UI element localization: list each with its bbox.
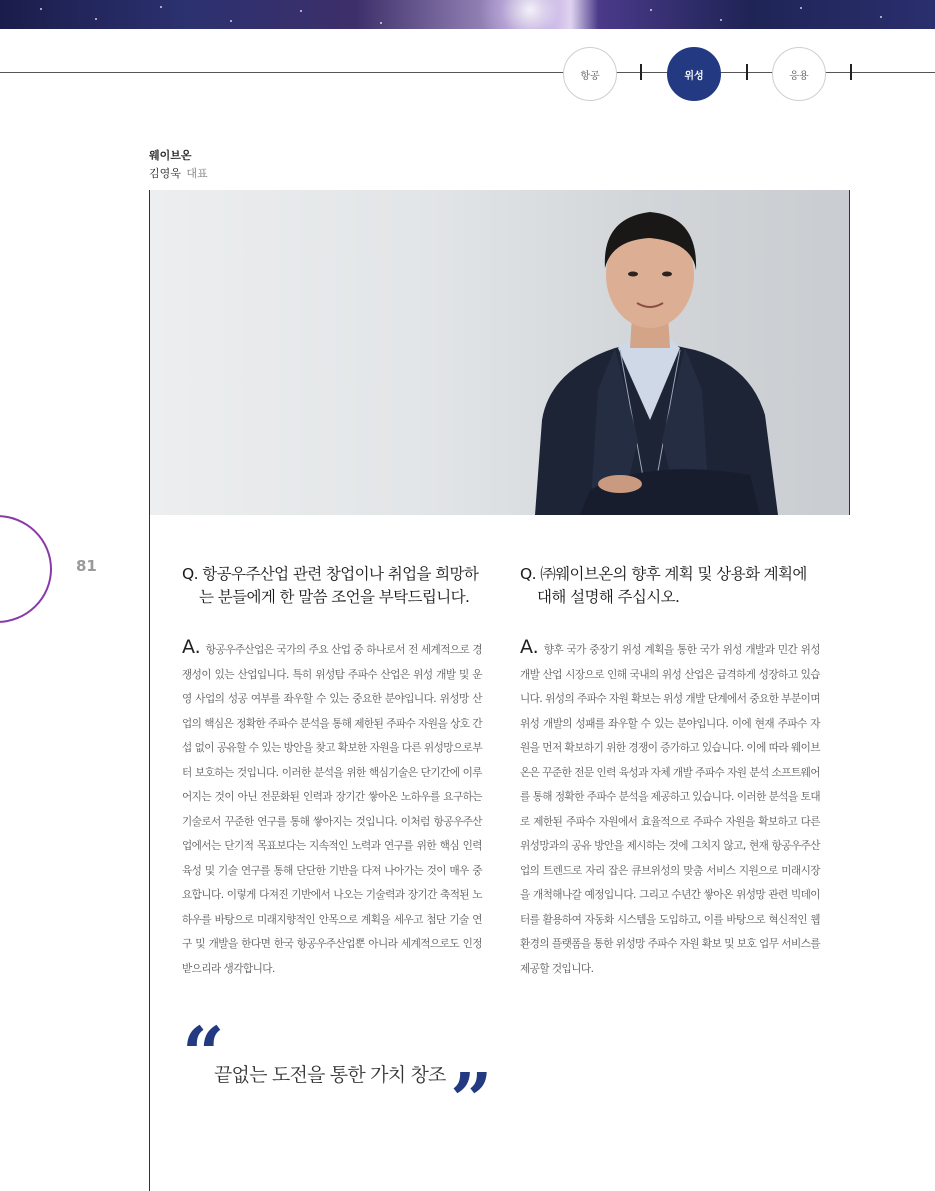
banner-star — [300, 10, 302, 12]
frame-right-line — [849, 190, 850, 515]
answer-paragraph — [520, 635, 820, 981]
quote-close-icon: ” — [450, 1058, 493, 1144]
banner-star — [160, 6, 162, 8]
portrait-illustration — [150, 190, 849, 515]
answer-paragraph — [182, 635, 482, 981]
question-title: Q. ㈜웨이브온의 향후 계획 및 상용화 계획에 대해 설명해 주십시오. — [520, 565, 807, 606]
nav-divider — [746, 64, 748, 80]
answer-text: 항공우주산업은 국가의 주요 산업 중 하나로서 전 세계적으로 경쟁성이 있는 산업입니다. 특히 위성탐 주파수 산업은 위성 개발 및 운영 사업의 성공 여부를 좌우할 수 있는 중요한 분야입니다. 위성망 산업의 핵심은 정확한 주파수 분석을 통해 제한된 주파수 자원을 상호 간섭 없이 공유할 수 있는 방안을 찾고 확보한 자원을 다른 위성망으로부터 보호하는 것입니다. 이러한 분석을 위한 핵심기술은 단기간에 이루어지는 것이 아닌 전문화된 인력과 장기간 쌓아온 노하우를 요구하는 기술로서 꾸준한 연구를 통해 쌓아지는 것입니다. 이처럼 항공우주산업에서는 단기적 목표보다는 지속적인 노력과 연구를 위한 핵심 인력 육성 및 기술 연구를 통해 단단한 기반을 다져 나아가는 것이 매우 중요합니다. 이렇게 다져진 기반에서 나오는 기술력과 장기간 축적된 노하우를 바탕으로 미래지향적인 안목으로 계획을 세우고 첨단 기술 연구 및 개발을 한다면 한국 항공우주산업뿐 아니라 세계적으로도 인정받으리라 생각합니다. — [182, 644, 482, 975]
pull-quote: 끝없는 도전을 통한 가치 창조 — [214, 1064, 446, 1086]
nav-item-label: 응용 — [789, 70, 809, 82]
nav-divider — [640, 64, 642, 80]
side-arc-decoration — [0, 515, 52, 623]
quote-open-icon: “ — [182, 1012, 225, 1098]
banner-star — [800, 7, 802, 9]
qa-column-right — [520, 563, 820, 981]
answer-text: 향후 국가 중장기 위성 계획을 통한 국가 위성 개발과 민간 위성 개발 산업 시장으로 인해 국내의 위성 산업은 급격하게 성장하고 있습니다. 위성의 주파수 자원 확보는 위성 개발 단계에서 중요한 부분이며 위성 개발의 성패를 좌우할 수 있는 분야입니다. 이에 현재 주파수 자원을 먼저 확보하기 위한 경쟁이 증가하고 있습니다. 이에 따라 웨이브온은 꾸준한 전문 인력 육성과 자체 개발 주파수 자원 분석 소프트웨어를 통해 정확한 주파수 분석을 제공하고 있습니다. 이러한 분석을 토대로 제한된 주파수 자원에서 효율적으로 주파수 자원을 확보하고 다른 위성망과의 공유 방안을 제시하는 것에 그치지 않고, 현재 항공우주산업의 트렌드로 자리 잡은 큐브위성의 맞춤 서비스 지원으로 미래시장을 개척해나갈 예정입니다. 그리고 수년간 쌓아온 위성망 관련 빅데이터를 활용하여 자동화 시스템을 도입하고, 이를 바탕으로 혁신적인 웹 환경의 플랫폼을 통한 위성망 주파수 자원 확보 및 보호 업무 서비스를 제공할 것입니다. — [520, 644, 820, 975]
top-banner — [0, 0, 935, 29]
person-role: 대표 — [186, 167, 208, 180]
portrait-photo — [150, 190, 849, 515]
banner-star — [650, 9, 652, 11]
qa-column-left — [182, 563, 482, 981]
banner-star — [230, 20, 232, 22]
company-name: 웨이브온 — [149, 149, 192, 162]
question-title: Q. 항공우주산업 관련 창업이나 취업을 희망하는 분들에게 한 말씀 조언을 부탁드립니다. — [182, 565, 479, 606]
answer-mark: A. — [182, 636, 201, 658]
nav-divider — [850, 64, 852, 80]
banner-star — [40, 8, 42, 10]
answer-mark: A. — [520, 636, 539, 658]
banner-star — [380, 22, 382, 24]
person-line — [149, 165, 208, 181]
banner-star — [95, 18, 97, 20]
nav-item-satellite[interactable] — [667, 47, 721, 101]
banner-glow — [470, 0, 590, 29]
nav-item-application[interactable] — [772, 47, 826, 101]
banner-star — [720, 19, 722, 21]
nav-item-label: 위성 — [684, 70, 704, 82]
nav-item-label: 항공 — [580, 70, 600, 82]
banner-star — [880, 16, 882, 18]
nav-item-aviation[interactable] — [563, 47, 617, 101]
page-number: 81 — [76, 557, 97, 575]
person-name: 김영욱 — [149, 167, 181, 180]
